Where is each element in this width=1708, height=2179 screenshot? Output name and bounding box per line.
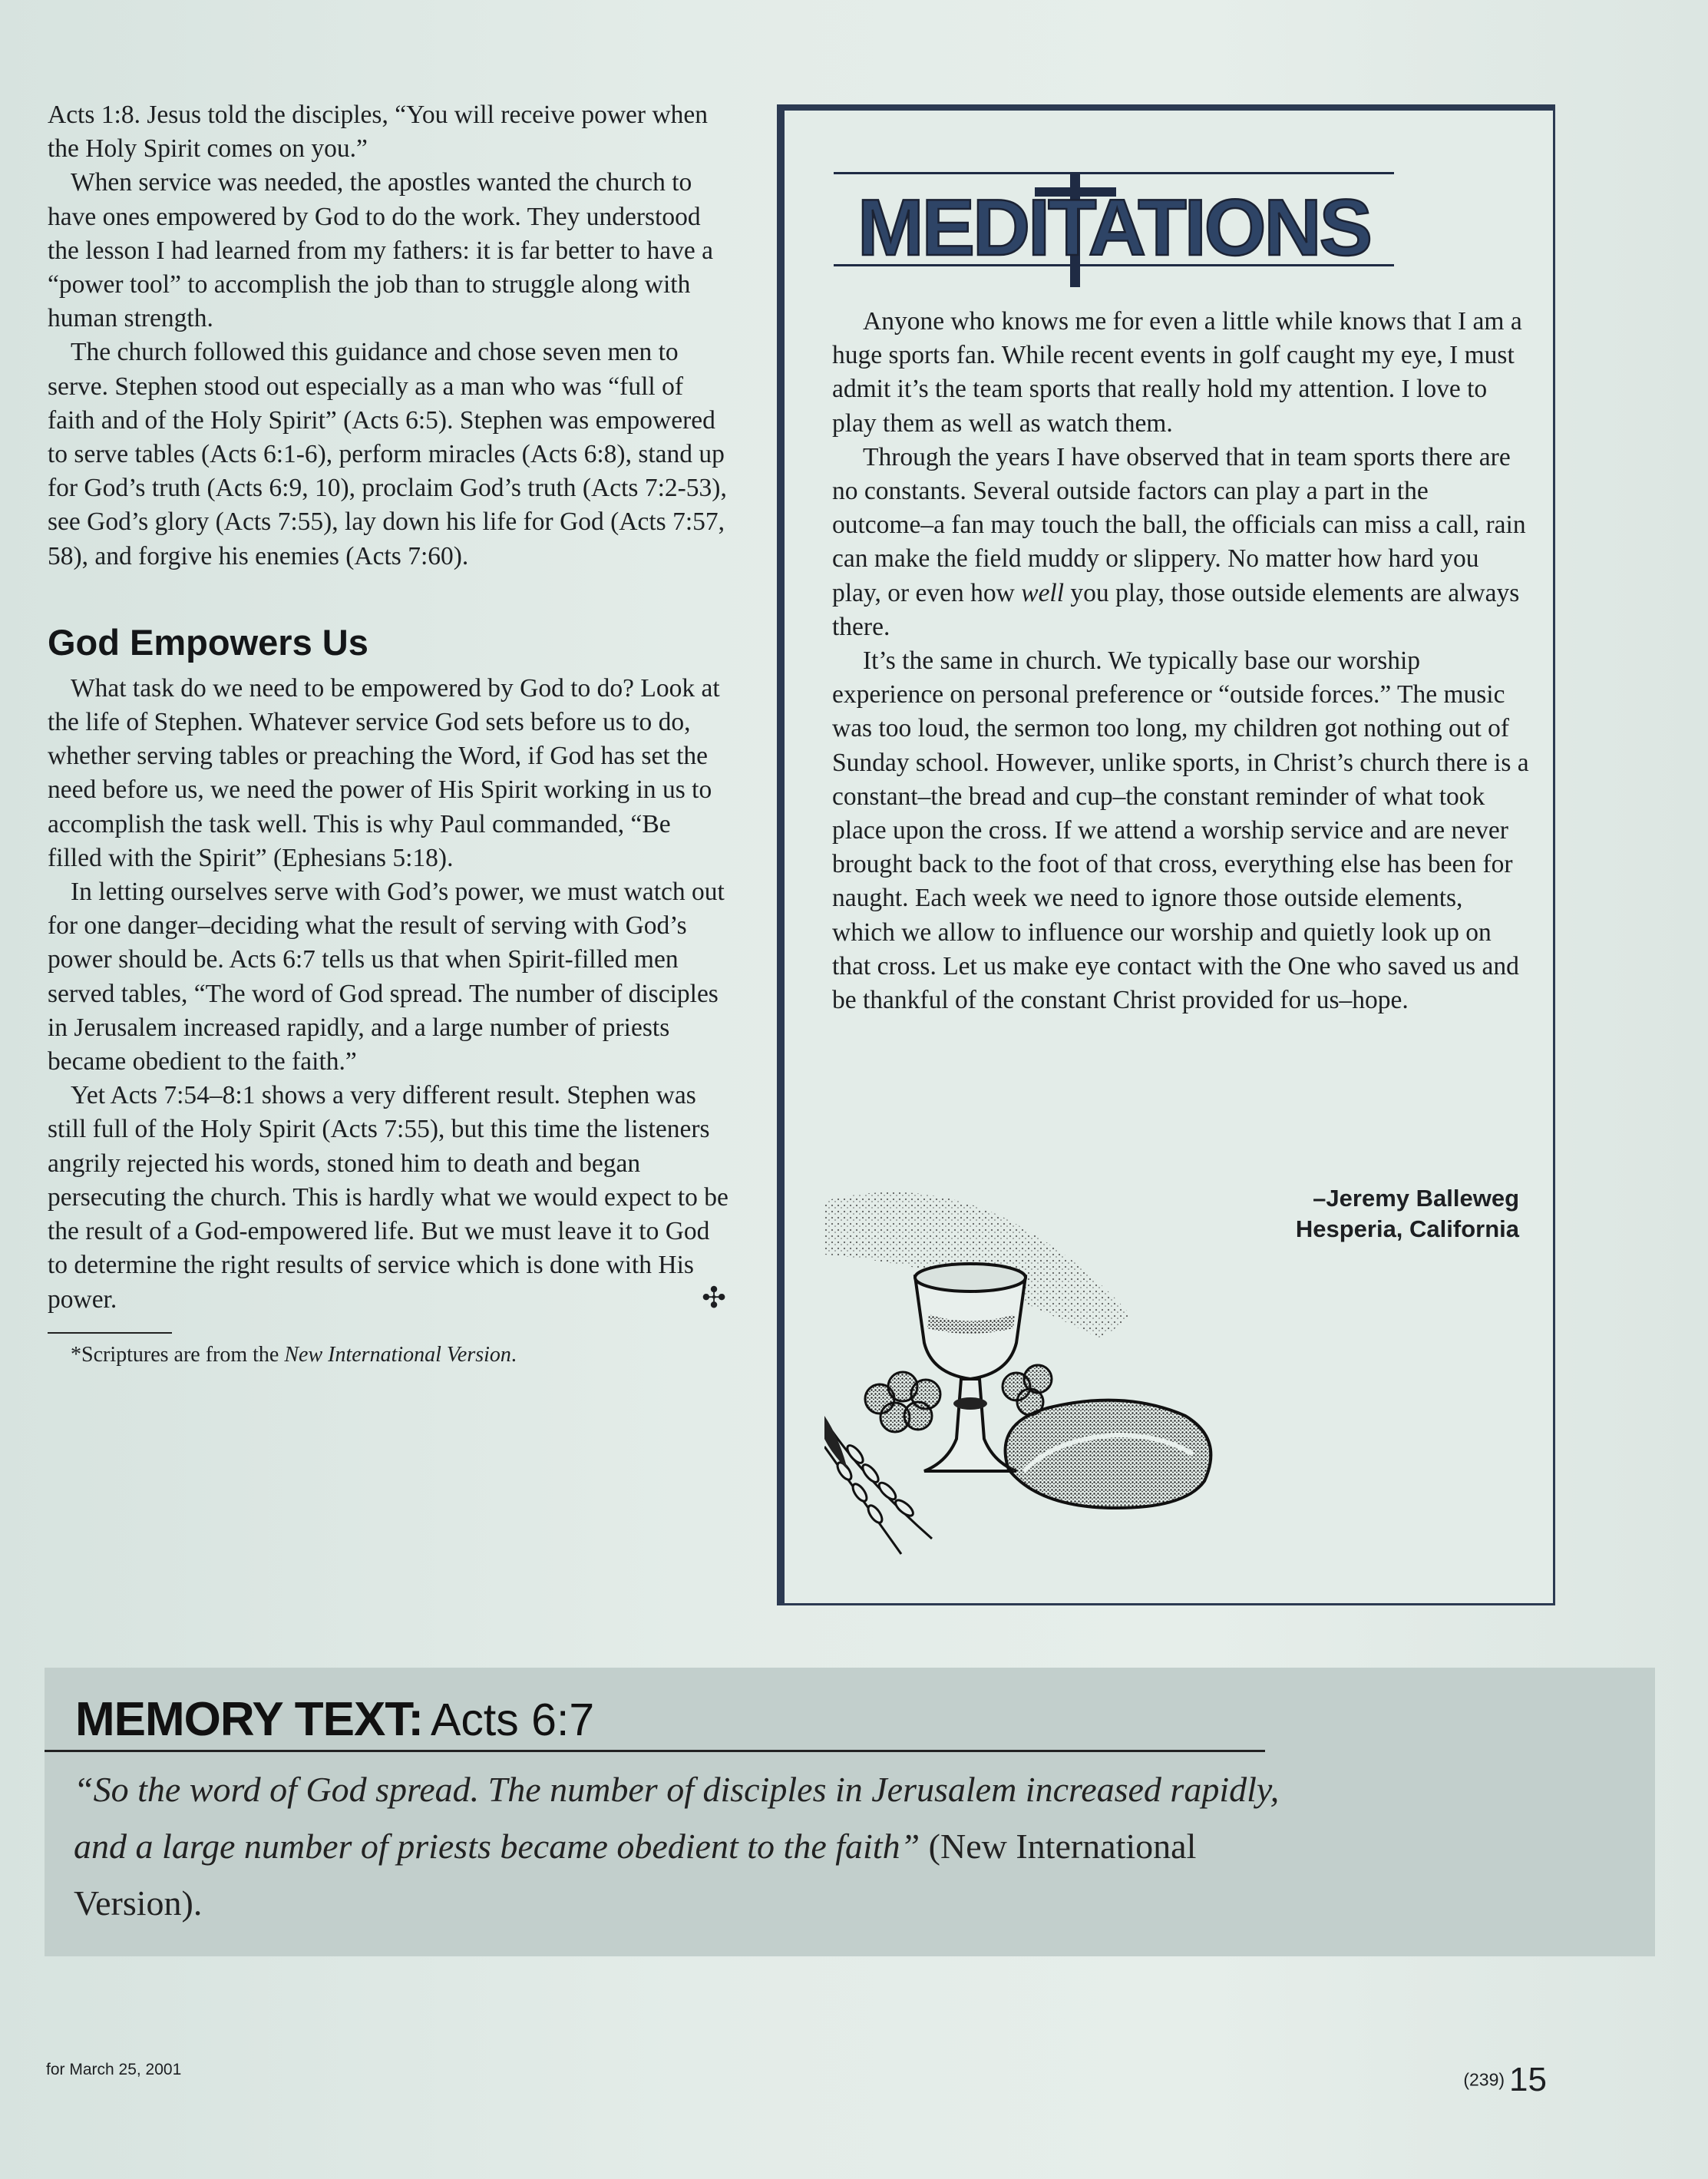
communion-chalice-bread-icon	[824, 1185, 1239, 1569]
footnote-prefix: *Scriptures are from the	[71, 1342, 285, 1367]
paragraph-text: Through the years I have observed that in team sports there are no constants. Several outside factors can play a part in the outcome–a fan may touch the ball, the officials can miss a call, rain can make the field muddy or slippery. No matter how hard you play, or even how	[832, 442, 1526, 607]
paragraph-text: Yet Acts 7:54–8:1 shows a very different result. Stephen was still full of the Holy Spirit (Acts 7:55), but this time the listeners angrily rejected his words, stoned him to death and began persecuting the church. This is hardly what we would expect to be the result of a God-empowered life. But we must leave it to God to determine the right results of service which is done with His power.	[48, 1081, 728, 1314]
memory-verse-quote: “So the word of God spread. The number of disciples in Jerusalem increased rapidly, and a large number of priests became obedient to the faith”	[74, 1770, 1280, 1866]
emphasis: well	[1021, 578, 1065, 607]
paragraph	[832, 441, 1531, 644]
paragraph: In letting ourselves serve with God’s power, we must watch out for one danger–deciding what the result of serving with God’s power should be. Acts 6:7 tells us that when Spirit-filled men served tables, “The word of God spread. The number of disciples in Jerusalem increased rapidly, and a large number of priests became obedient to the faith.”	[48, 878, 725, 1076]
memory-text-reference: Acts 6:7	[431, 1695, 595, 1745]
footnote-suffix: .	[510, 1342, 517, 1367]
author-location: Hesperia, California	[1295, 1215, 1519, 1242]
memory-text-divider	[45, 1750, 1265, 1752]
meditations-title	[834, 172, 1394, 279]
paragraph: Acts 1:8. Jesus told the disciples, “You will receive power when the Holy Spirit comes on you.”	[48, 101, 709, 164]
meditations-logo	[834, 172, 1394, 287]
paragraph: When service was needed, the apostles wanted the church to have ones empowered by God to do the work. They understood the lesson I had learned from my fathers: it is far better to have a “power tool” to accomplish the job than to struggle along with human strength.	[48, 168, 713, 333]
paragraph-text: you play, those outside elements are always there.	[832, 578, 1520, 641]
footnote-divider	[48, 1332, 172, 1334]
memory-text-box	[45, 1668, 1655, 1956]
end-mark-icon: ✣	[702, 1281, 726, 1314]
footnote	[71, 1340, 731, 1371]
page-code: (239)	[1463, 2069, 1505, 2090]
section-heading: God Empowers Us	[48, 621, 368, 663]
memory-verse	[74, 1761, 1302, 1932]
meditations-body	[832, 305, 1531, 1017]
page-number: 15	[1509, 2061, 1547, 2098]
article-left-column	[48, 98, 731, 1371]
memory-text-label: MEMORY TEXT:	[75, 1693, 424, 1746]
footer-date: for March 25, 2001	[46, 2061, 182, 2078]
paragraph: The church followed this guidance and chose seven men to serve. Stephen stood out especially as a man who was “full of faith and of the Holy Spirit” (Acts 6:5). Stephen was empowered to serve tables (Acts 6:1-6), perform miracles (Acts 6:8), stand up for God’s truth (Acts 6:9, 10), proclaim God’s truth (Acts 7:2-53), see God’s glory (Acts 7:55), lay down his life for God (Acts 7:57, 58), and forgive his enemies (Acts 7:60).	[48, 338, 727, 570]
memory-verse-source: (New International Version).	[74, 1827, 1197, 1923]
page-number-block	[1463, 2061, 1547, 2099]
byline	[1296, 1183, 1519, 1245]
footnote-version: New International Version	[284, 1342, 511, 1367]
paragraph	[48, 1079, 731, 1316]
memory-text-title	[75, 1692, 594, 1746]
author-name: –Jeremy Balleweg	[1313, 1185, 1519, 1212]
meditations-box	[777, 104, 1555, 1605]
paragraph: Anyone who knows me for even a little while knows that I am a huge sports fan. While recent events in golf caught my eye, I must admit it’s the team sports that really hold my attention. I love to play them as well as watch them.	[832, 307, 1522, 438]
paragraph: It’s the same in church. We typically base our worship experience on personal preference or “outside forces.” The music was too loud, the sermon too long, my children got nothing out of Sunday school. However, unlike sports, in Christ’s church there is a constant–the bread and cup–the constant reminder of what took place upon the cross. If we attend a worship service and are never brought back to the foot of that cross, everything else has been for naught. Each week we need to ignore those outside elements, which we allow to influence our worship and quietly look up on that cross. Let us make eye contact with the One who saved us and be thankful of the constant Christ provided for us–hope.	[832, 646, 1529, 1015]
paragraph: What task do we need to be empowered by God to do? Look at the life of Stephen. Whatever service God sets before us to do, whether serving tables or preaching the Word, if God has set the need before us, we need the power of His Spirit working in us to accomplish the task well. This is why Paul commanded, “Be filled with the Spirit” (Ephesians 5:18).	[48, 673, 720, 872]
meditations-title-text: MEDITATIONS	[857, 184, 1370, 273]
